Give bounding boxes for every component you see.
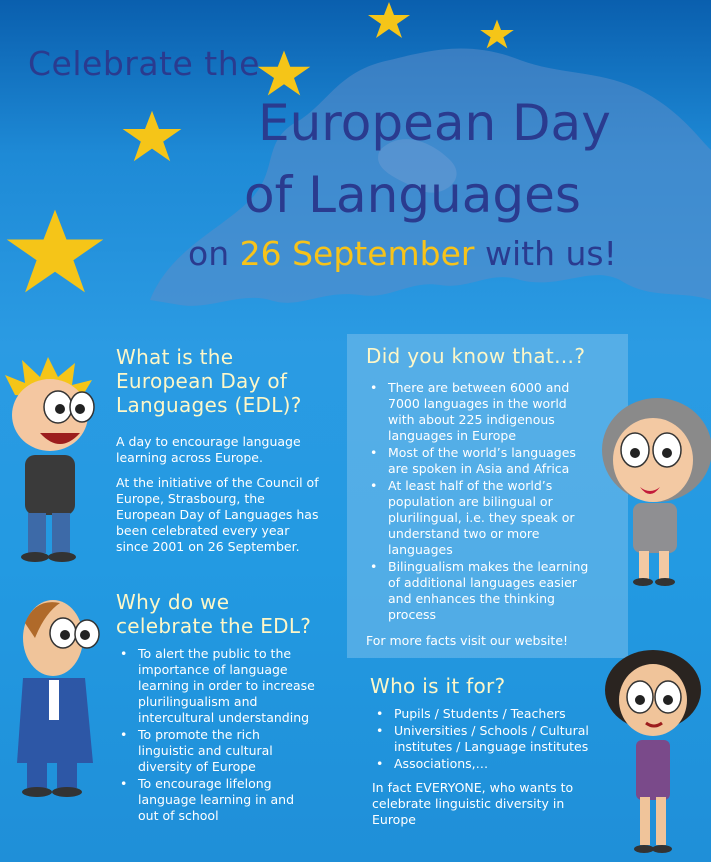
headline-line4: [188, 234, 617, 273]
headline-line3: of Languages: [244, 166, 581, 224]
cartoon-woman-dark-hair-illustration: [598, 645, 708, 860]
cartoon-man-illustration: [5, 598, 115, 803]
list-item: • To promote the rich linguistic and cultural diversity of Europe: [138, 727, 316, 775]
did-you-know-title: Did you know that…?: [366, 344, 586, 368]
why-list: [116, 646, 316, 824]
list-item: • Associations,…: [394, 756, 602, 772]
list-item: • There are between 6000 and 7000 languages in the world with about 225 indigenous languages in Europe: [388, 380, 594, 444]
what-title: What is the European Day of Languages (EDL)?: [116, 345, 302, 417]
did-you-know-list: [366, 380, 594, 623]
did-you-know-footer: For more facts visit our website!: [366, 633, 569, 648]
why-title: Why do we celebrate the EDL?: [116, 590, 312, 638]
star-icon: [0, 205, 120, 297]
star-icon: [478, 18, 516, 50]
headline-date: 26 September: [239, 234, 475, 273]
list-item: • Pupils / Students / Teachers: [394, 706, 602, 722]
cartoon-woman-grey-hair-illustration: [595, 395, 711, 590]
list-item: • At least half of the world’s population are bilingual or plurilingual, i.e. they speak or understand two or more languages: [388, 478, 594, 558]
list-item: • Bilingualism makes the learning of additional languages easier and enhances the thinking process: [388, 559, 594, 623]
did-you-know-body: [366, 380, 594, 658]
what-paragraph-2: At the initiative of the Council of Europe, Strasbourg, the European Day of Languages has been celebrated every year since 2001 on 26 September.: [116, 475, 319, 554]
who-list: [372, 706, 602, 772]
what-body: [116, 434, 321, 564]
cartoon-boy-illustration: [0, 355, 110, 565]
what-paragraph-1: A day to encourage language learning across Europe.: [116, 434, 301, 465]
list-item: • To alert the public to the importance of language learning in order to increase plurilingualism and intercultural understanding: [138, 646, 316, 726]
headline-prefix: on: [188, 234, 230, 273]
headline-line1: Celebrate the: [28, 44, 260, 83]
star-icon: [112, 108, 192, 164]
list-item: • To encourage lifelong language learning in and out of school: [138, 776, 316, 824]
who-body: [372, 706, 602, 837]
list-item: • Most of the world’s languages are spoken in Asia and Africa: [388, 445, 594, 477]
list-item: • Universities / Schools / Cultural institutes / Language institutes: [394, 723, 602, 755]
who-footer: In fact EVERYONE, who wants to celebrate linguistic diversity in Europe: [372, 780, 574, 827]
who-title: Who is it for?: [370, 674, 506, 698]
headline-line2: European Day: [258, 94, 611, 152]
headline-suffix: with us!: [485, 234, 617, 273]
why-body: [116, 646, 316, 825]
star-icon: [366, 0, 412, 40]
